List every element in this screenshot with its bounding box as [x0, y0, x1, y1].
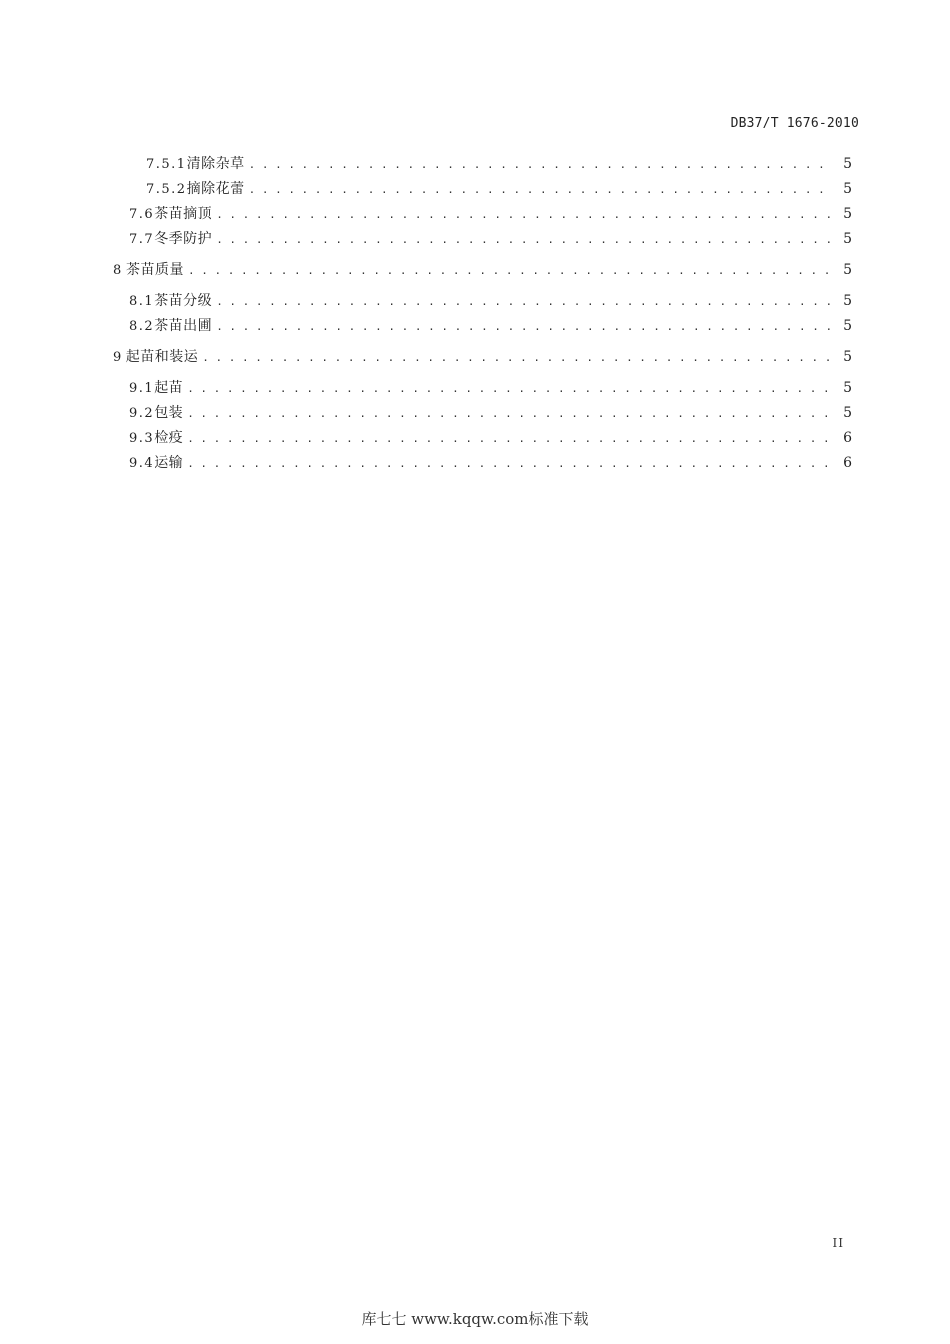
- toc-entry[interactable]: [129, 292, 852, 310]
- toc-entry-title: 茶苗摘顶: [154, 206, 213, 222]
- toc-leader-dots: [188, 262, 834, 280]
- toc-leader-dots: [187, 380, 834, 398]
- toc-leader-dots: [202, 349, 834, 367]
- toc-entry-page: 5: [843, 293, 852, 309]
- toc-leader-dots: [249, 181, 834, 199]
- toc-entry[interactable]: [129, 429, 852, 447]
- toc-entry-page: 5: [843, 380, 852, 396]
- toc-entry[interactable]: [113, 261, 852, 279]
- toc-entry-title: 起苗: [154, 380, 184, 396]
- toc-leader-dots: [187, 405, 834, 423]
- toc-entry-title: 茶苗分级: [154, 293, 213, 309]
- toc-entry-number: 7.6: [129, 207, 155, 222]
- toc-entry-title: 摘除花蕾: [186, 181, 245, 197]
- toc-entry-page: 5: [843, 318, 852, 334]
- toc-entry[interactable]: [129, 317, 852, 335]
- toc-entry-title: 运输: [154, 455, 184, 471]
- toc-entry-page: 6: [843, 455, 852, 471]
- toc-entry[interactable]: [129, 230, 852, 248]
- toc-leader-dots: [216, 293, 834, 311]
- toc-entry-number: 9.4: [129, 456, 155, 471]
- toc-entry[interactable]: [129, 454, 852, 472]
- toc-entry-number: 9.3: [129, 431, 155, 446]
- toc-leader-dots: [216, 206, 834, 224]
- toc-entry-number: 8.1: [129, 294, 155, 309]
- toc-entry-page: 6: [843, 430, 852, 446]
- toc-entry-title: 包装: [154, 405, 184, 421]
- toc-entry-title: 茶苗出圃: [154, 318, 213, 334]
- toc-entry-number: 8: [113, 263, 123, 278]
- footer-watermark: 库七七 www.kqqw.com标准下载: [361, 1310, 589, 1328]
- page-number: II: [832, 1236, 844, 1250]
- toc-entry-page: 5: [843, 181, 852, 197]
- toc-entry-page: 5: [843, 156, 852, 172]
- toc-entry-number: 7.7: [129, 232, 155, 247]
- toc-entry-page: 5: [843, 405, 852, 421]
- toc-entry-number: 9.2: [129, 406, 155, 421]
- toc-entry-page: 5: [843, 206, 852, 222]
- toc-leader-dots: [216, 231, 834, 249]
- toc-entry[interactable]: [129, 205, 852, 223]
- toc-entry-title: 清除杂草: [186, 156, 245, 172]
- toc-leader-dots: [216, 318, 834, 336]
- toc-entry-title: 茶苗质量: [126, 262, 184, 278]
- toc-entry[interactable]: [113, 348, 852, 366]
- toc-entry-number: 8.2: [129, 319, 155, 334]
- toc-entry[interactable]: [129, 404, 852, 422]
- toc-entry-title: 起苗和装运: [125, 349, 199, 365]
- toc-entry[interactable]: [146, 155, 852, 173]
- toc-entry-page: 5: [843, 262, 852, 278]
- toc-entry-title: 检疫: [154, 430, 184, 446]
- toc-leader-dots: [187, 455, 834, 473]
- toc-entry[interactable]: [146, 180, 852, 198]
- toc-entry-page: 5: [843, 231, 852, 247]
- toc-entry[interactable]: [129, 379, 852, 397]
- toc-leader-dots: [187, 430, 834, 448]
- toc-leader-dots: [249, 156, 834, 174]
- toc-entry-title: 冬季防护: [154, 231, 213, 247]
- toc-entry-number: 9: [113, 350, 123, 365]
- toc-entry-number: 7.5.1: [146, 157, 187, 172]
- toc-entry-number: 9.1: [129, 381, 155, 396]
- standard-number: DB37/T 1676-2010: [730, 116, 859, 131]
- toc-entry-page: 5: [843, 349, 852, 365]
- toc-entry-number: 7.5.2: [146, 182, 187, 197]
